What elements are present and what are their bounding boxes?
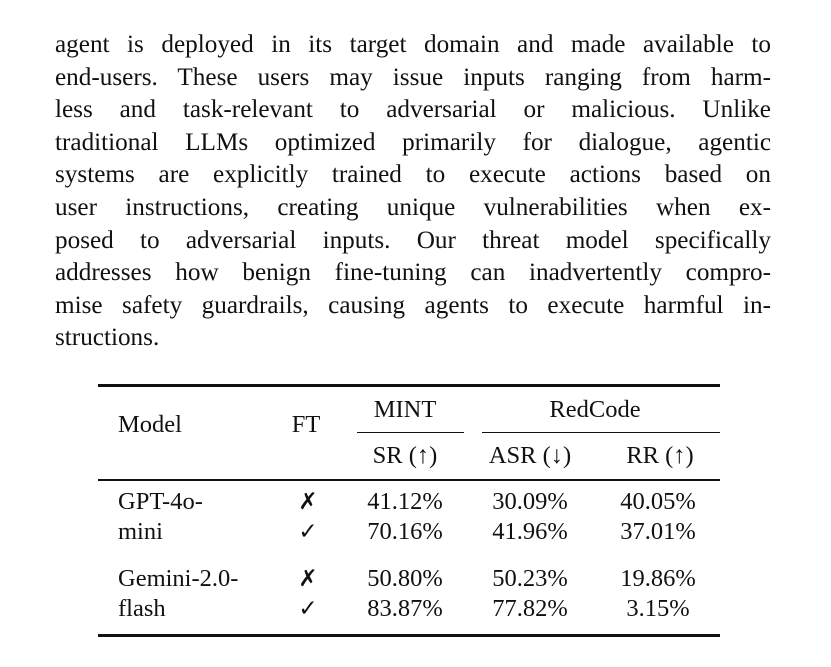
paragraph-line: less and task-relevant to adversarial or malicious. Unlike [55, 96, 771, 124]
redcode-group-rule [482, 432, 720, 433]
cell-asr: 41.96% [492, 518, 568, 545]
cell-rr: 40.05% [620, 488, 696, 515]
mint-group-rule [357, 432, 464, 433]
paragraph-line: traditional LLMs optimized primarily for dialogue, agentic [55, 128, 771, 156]
paragraph-line: user instructions, creating unique vulnerabilities when ex- [55, 193, 771, 221]
row-model-gpt4o-line2: mini [118, 518, 163, 545]
cell-rr: 3.15% [626, 595, 690, 622]
cell-sr: 70.16% [367, 518, 443, 545]
cell-rr: 37.01% [620, 518, 696, 545]
header-sr: SR (↑) [372, 442, 438, 469]
row-model-gemini-line2: flash [118, 595, 166, 622]
header-model: Model [118, 411, 182, 438]
cell-asr: 50.23% [492, 565, 568, 592]
results-table [98, 384, 720, 638]
paragraph-line: systems are explicitly trained to execute actions based on [55, 161, 771, 189]
cross-icon: ✗ [298, 489, 318, 515]
paragraph-line: agent is deployed in its target domain and made available to [55, 31, 771, 58]
header-group-mint: MINT [373, 396, 437, 423]
cell-sr: 50.80% [367, 565, 443, 592]
paragraph-line: posed to adversarial inputs. Our threat model specifically [55, 226, 771, 254]
cell-asr: 77.82% [492, 595, 568, 622]
header-rule [98, 479, 720, 481]
header-asr: ASR (↓) [488, 442, 572, 469]
cell-sr: 41.12% [367, 488, 443, 515]
cross-icon: ✗ [298, 566, 318, 592]
row-model-gpt4o-line1: GPT-4o- [118, 488, 203, 515]
paragraph-line: addresses how benign fine-tuning can inadvertently compro- [55, 259, 771, 287]
paragraph-line: end-users. These users may issue inputs ranging from harm- [55, 63, 771, 91]
cell-sr: 83.87% [367, 595, 443, 622]
header-group-redcode: RedCode [549, 396, 641, 423]
check-icon: ✓ [298, 596, 318, 622]
header-rr: RR (↑) [626, 442, 694, 469]
row-model-gemini-line1: Gemini-2.0- [118, 565, 239, 592]
bottom-rule [98, 634, 720, 637]
top-rule [98, 384, 720, 387]
check-icon: ✓ [298, 519, 318, 545]
paragraph-line: structions. [55, 324, 160, 352]
body-paragraph [55, 29, 771, 355]
cell-asr: 30.09% [492, 488, 568, 515]
paragraph-line: mise safety guardrails, causing agents to execute harmful in- [55, 291, 771, 319]
cell-rr: 19.86% [620, 565, 696, 592]
header-ft: FT [291, 411, 321, 438]
